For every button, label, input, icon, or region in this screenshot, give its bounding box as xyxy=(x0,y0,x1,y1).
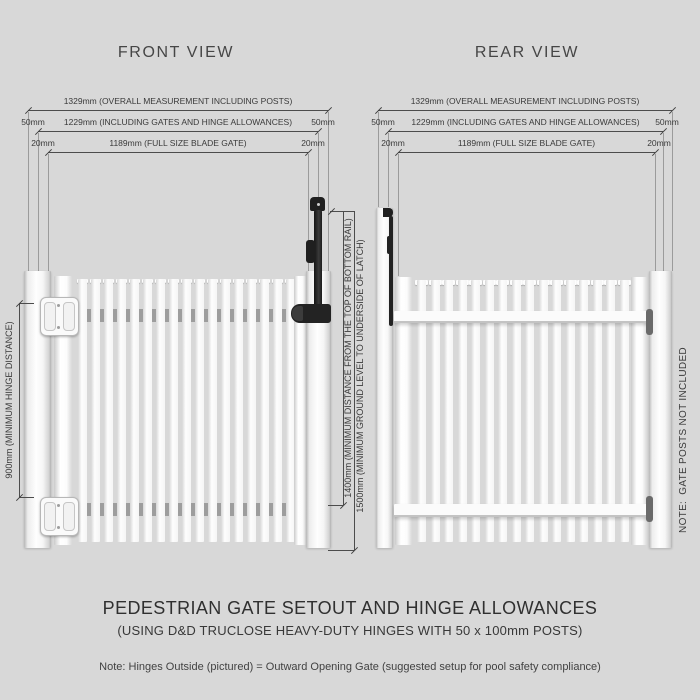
gate-posts-note: NOTE: GATE POSTS NOT INCLUDED xyxy=(678,347,689,533)
rear-post-width-left-label: 50mm xyxy=(371,117,395,127)
front-hinge-allowance-right-label: 20mm xyxy=(301,138,325,148)
latch-height-label: 1500mm (MINIMUM GROUND LEVEL TO UNDERSIDE OF LATCH) xyxy=(355,239,365,513)
rear-post-width-right-label: 50mm xyxy=(655,117,679,127)
hinge-distance-label: 900mm (MINIMUM HINGE DISTANCE) xyxy=(4,321,14,479)
front-post-width-right-label: 50mm xyxy=(311,117,335,127)
rear-hinge-allowance-left-label: 20mm xyxy=(381,138,405,148)
front-overall-dimension-label: 1329mm (OVERALL MEASUREMENT INCLUDING POSTS) xyxy=(63,96,293,106)
footer-note: Note: Hinges Outside (pictured) = Outward Opening Gate (suggested setup for pool safety compliance) xyxy=(99,661,601,673)
front-gates-dimension-label: 1229mm (INCLUDING GATES AND HINGE ALLOWANCES) xyxy=(63,117,293,127)
front-post-width-left-label: 50mm xyxy=(21,117,45,127)
rear-gates-dimension-label: 1229mm (INCLUDING GATES AND HINGE ALLOWANCES) xyxy=(411,117,640,127)
rear-overall-dimension-label: 1329mm (OVERALL MEASUREMENT INCLUDING POSTS) xyxy=(410,96,640,106)
front-blade-gate-dimension-label: 1189mm (FULL SIZE BLADE GATE) xyxy=(109,138,247,148)
rear-view-title: REAR VIEW xyxy=(474,44,580,61)
footer-heading: PEDESTRIAN GATE SETOUT AND HINGE ALLOWANCES xyxy=(102,598,598,618)
bottom-rail-distance-label: 1400mm (MINIMUM DISTANCE FROM THE TOP OF BOTTOM RAIL) xyxy=(343,218,353,498)
front-hinge-allowance-left-label: 20mm xyxy=(31,138,55,148)
rear-blade-gate-dimension-label: 1189mm (FULL SIZE BLADE GATE) xyxy=(457,138,596,148)
front-view-title: FRONT VIEW xyxy=(117,44,235,61)
rear-hinge-allowance-right-label: 20mm xyxy=(647,138,671,148)
footer-subheading: (USING D&D TRUCLOSE HEAVY-DUTY HINGES WITH 50 x 100mm POSTS) xyxy=(117,623,583,638)
